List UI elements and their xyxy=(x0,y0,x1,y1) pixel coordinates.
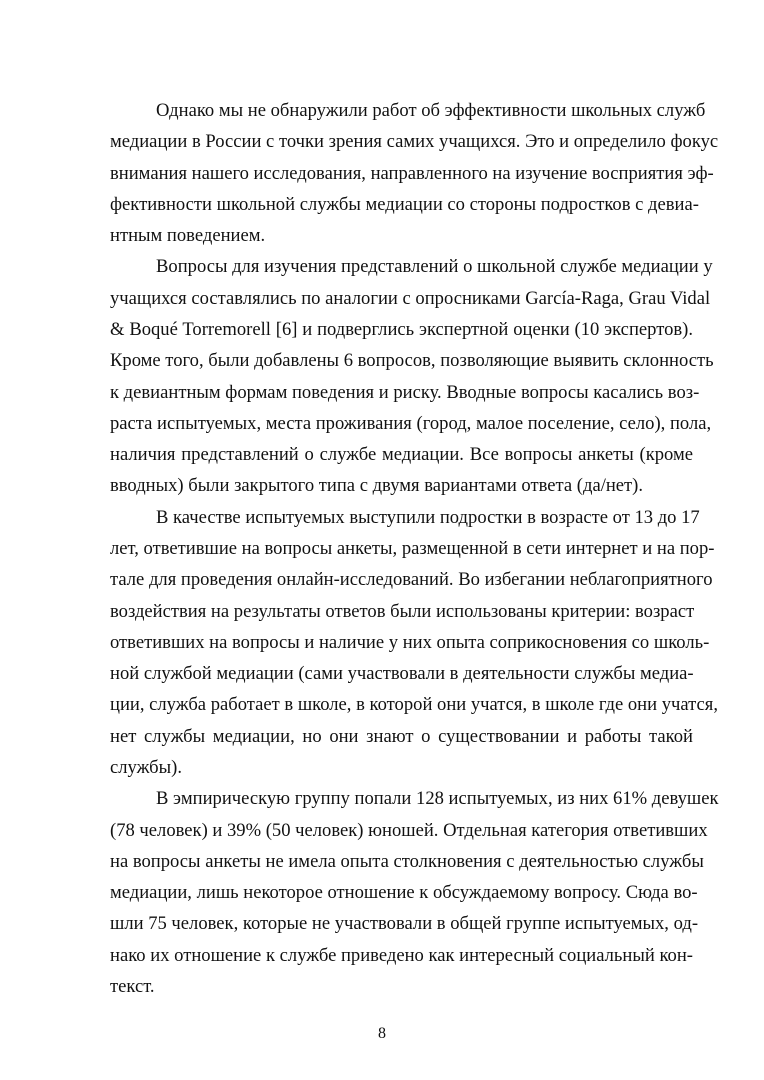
paragraph-2-line: учащихся составлялись по аналогии с опросниками García-Raga, Grau Vidal xyxy=(110,288,711,309)
paragraph-1-line: Однако мы не обнаружили работ об эффективности школьных служб xyxy=(156,100,706,121)
page-number: 8 xyxy=(378,1025,386,1042)
paragraph-1-line: фективности школьной службы медиации со стороны подростков с девиа- xyxy=(110,194,699,215)
paragraph-4-line: В эмпирическую группу попали 128 испытуемых, из них 61% девушек xyxy=(156,788,719,809)
paragraph-1-line: нтным поведением. xyxy=(110,225,266,246)
paragraph-4-line: медиации, лишь некоторое отношение к обсуждаемому вопросу. Сюда во- xyxy=(110,882,698,903)
paragraph-3-line: ной службой медиации (сами участвовали в деятельности службы медиа- xyxy=(110,663,694,684)
paragraph-2-line: вводных) были закрытого типа с двумя вариантами ответа (да/нет). xyxy=(110,475,644,496)
paragraph-3-line: В качестве испытуемых выступили подростки в возрасте от 13 до 17 xyxy=(156,507,700,528)
paragraph-3-line: тале для проведения онлайн-исследований. Во избегании неблагоприятного xyxy=(110,569,713,590)
paragraph-2-line: Вопросы для изучения представлений о школьной службе медиации у xyxy=(156,256,713,277)
paragraph-2-line: наличия представлений о службе медиации. Все вопросы анкеты (кроме xyxy=(110,444,693,465)
paragraph-2-line: & Boqué Torremorell [6] и подверглись экспертной оценки (10 экспертов). xyxy=(110,319,693,340)
paragraph-3-line: службы). xyxy=(110,757,182,778)
paragraph-4-line: шли 75 человек, которые не участвовали в общей группе испытуемых, од- xyxy=(110,913,699,934)
paragraph-3-line: ответивших на вопросы и наличие у них опыта соприкосновения со школь- xyxy=(110,632,710,653)
paragraph-1-line: внимания нашего исследования, направленного на изучение восприятия эф- xyxy=(110,163,714,184)
paragraph-4-line: текст. xyxy=(110,976,155,997)
paragraph-4-line: на вопросы анкеты не имела опыта столкновения с деятельностью службы xyxy=(110,851,704,872)
paragraph-2-line: раста испытуемых, места проживания (город, малое поселение, село), пола, xyxy=(110,413,712,434)
paragraph-3-line: лет, ответившие на вопросы анкеты, размещенной в сети интернет и на пор- xyxy=(110,538,715,559)
paragraph-4-line: (78 человек) и 39% (50 человек) юношей. Отдельная категория ответивших xyxy=(110,820,708,841)
paragraph-4-line: нако их отношение к службе приведено как интересный социальный кон- xyxy=(110,945,693,966)
paragraph-3-line: воздействия на результаты ответов были использованы критерии: возраст xyxy=(110,601,695,622)
paragraph-3-line: ции, служба работает в школе, в которой они учатся, в школе где они учатся, xyxy=(110,694,718,715)
paragraph-1-line: медиации в России с точки зрения самих учащихся. Это и определило фокус xyxy=(110,131,719,152)
paragraph-2-line: Кроме того, были добавлены 6 вопросов, позволяющие выявить склонность xyxy=(110,350,714,371)
paragraph-2-line: к девиантным формам поведения и риску. Вводные вопросы касались воз- xyxy=(110,382,700,403)
paragraph-3-line: нет службы медиации, но они знают о существовании и работы такой xyxy=(110,726,693,747)
